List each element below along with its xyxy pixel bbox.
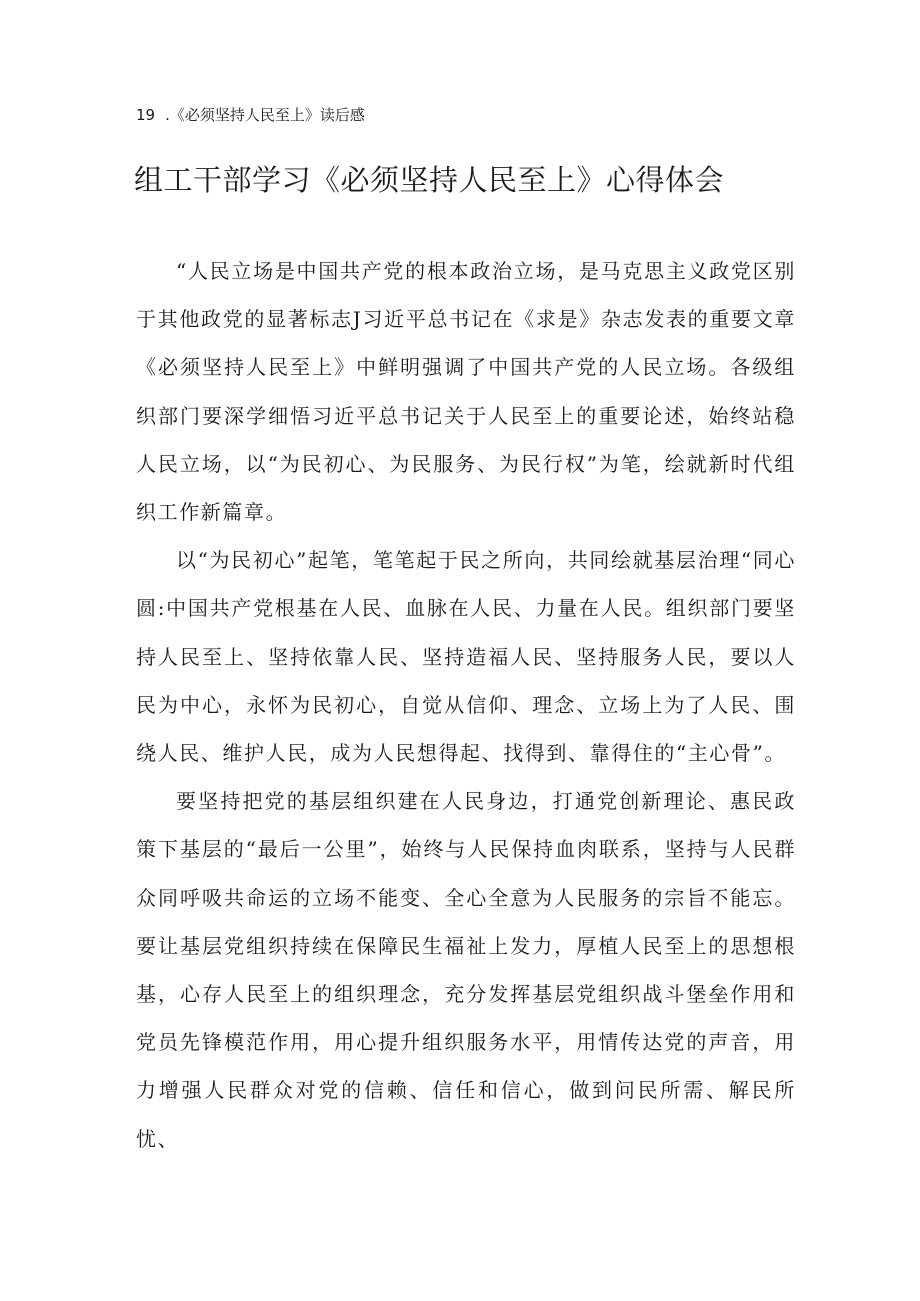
section-number: 19 — [136, 106, 156, 124]
paragraph-3: 要坚持把党的基层组织建在人民身边，打通党创新理论、惠民政策下基层的“最后一公里”，始终与人民保持血肉联系，坚持与人民群众同呼吸共命运的立场不能变、全心全意为人民服务的宗旨不能忘。要让基层党组织持续在保障民生福祉上发力，厚植人民至上的思想根基，心存人民至上的组织理念，充分发挥基层党组织战斗堡垒作用和党员先锋模范作用，用心提升组织服务水平，用情传达党的声音，用力增强人民群众对党的信赖、信任和信心，做到问民所需、解民所忧、 — [136, 789, 796, 1151]
article-title: 组工干部学习《必须坚持人民至上》心得体会 — [134, 163, 725, 197]
paragraph-1: “人民立场是中国共产党的根本政治立场，是马克思主义政党区别于其他政党的显著标志J习近平总书记在《求是》杂志发表的重要文章《必须坚持人民至上》中鲜明强调了中国共产党的人民立场。各级组织部门要深学细悟习近平总书记关于人民至上的重要论述，始终站稳人民立场，以“为民初心、为民服务、为民行权”为笔，绘就新时代组织工作新篇章。 — [136, 259, 796, 525]
section-header-text: .《必须坚持人民至上》读后感 — [165, 106, 365, 124]
article-body — [136, 247, 796, 1163]
paragraph-2: 以“为民初心”起笔，笔笔起于民之所向，共同绘就基层治理“同心圆:中国共产党根基在人民、血脉在人民、力量在人民。组织部门要坚持人民至上、坚持依靠人民、坚持造福人民、坚持服务人民，要以人民为中心，永怀为民初心，自觉从信仰、理念、立场上为了人民、围绕人民、维护人民，成为人民想得起、找得到、靠得住的“主心骨”。 — [136, 548, 796, 766]
section-header — [136, 104, 365, 126]
